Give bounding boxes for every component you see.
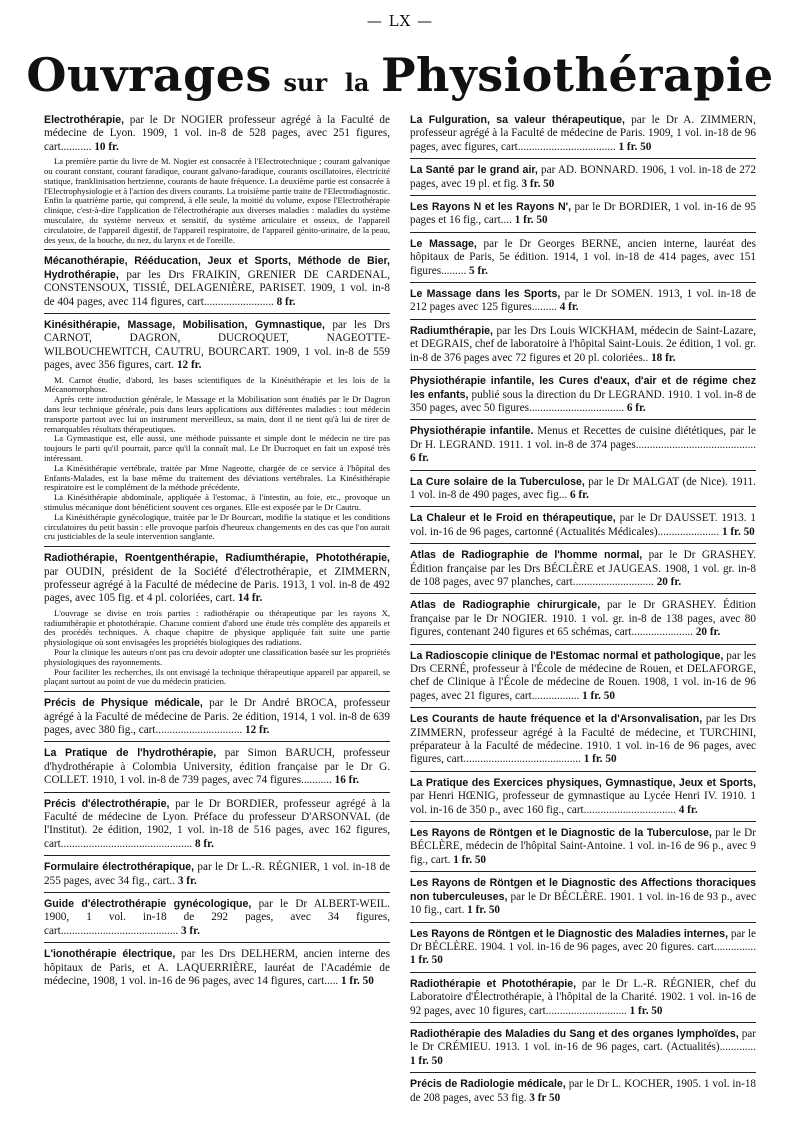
entry-price: 14 fr.	[237, 592, 263, 605]
entry-title: Le Massage,	[410, 237, 477, 250]
catalog-entry	[410, 1078, 756, 1109]
entry-title: Atlas de Radiographie chirurgicale,	[410, 599, 601, 612]
title-word-la: la	[344, 68, 370, 97]
entry-title: La Pratique de l'hydrothérapie,	[44, 747, 217, 760]
entry-reference	[410, 288, 756, 315]
entry-title: La Radioscopie clinique de l'Estomac normal et pathologique,	[410, 649, 724, 662]
entry-price: 1 fr. 50	[618, 140, 652, 153]
entry-price: 3 fr.	[177, 874, 197, 887]
entry-details: par le Dr DAUSSET. 1913. 1 vol. in-16 de 96 pages, cartonné (Actualités Médicales)......................	[410, 512, 756, 538]
entry-reference	[410, 827, 756, 867]
entry-reference	[410, 476, 756, 503]
entry-details: par le Dr Georges BERNE, ancien interne, lauréat des hôpitaux de Paris, 5e édition. 1914, 1 vol. in-18 de 414 pages, avec 151 figures.........	[410, 237, 756, 277]
entry-price: 20 fr.	[695, 626, 721, 639]
catalog-entry	[44, 255, 390, 314]
entry-details: par le Dr L.-R. RÉGNIER, chef du Laboratoire d'Électrothérapie, à l'hôpital de la Charité. 1902. 1 vol. in-16 de 92 pages, avec 10 figures, cart.............................	[410, 977, 756, 1017]
catalog-entry	[410, 476, 756, 508]
entry-title: Guide d'électrothérapie gynécologique,	[44, 898, 252, 911]
entry-title: Précis de Radiologie médicale,	[410, 1078, 566, 1091]
entry-price: 5 fr.	[469, 264, 488, 277]
entry-price: 1 fr. 50	[721, 525, 755, 538]
catalog-entry	[44, 898, 390, 943]
entry-reference	[410, 650, 756, 704]
entry-details: par les Drs CERNÉ, professeur à l'École de médecine de Rouen, et DELAFORGE, chef de Clinique à l'École de médecine de Rouen. 1908, 1 vol. in-16 de 96 pages, avec 21 figures, cart.................	[410, 649, 756, 702]
entry-price: 3 fr 50	[529, 1091, 561, 1104]
entry-details: par AD. BONNARD. 1906, 1 vol. in-18 de 272 pages, avec 19 pl. et fig.	[410, 164, 756, 190]
entry-title: Radiothérapie et Photothérapie,	[410, 977, 577, 990]
entry-title: Physiothérapie infantile.	[410, 425, 534, 438]
entry-reference	[44, 114, 390, 154]
description-paragraph: La première partie du livre de M. Nogier est consacrée à l'Electrotechnique ; courant galvanique ou courant constant, courant faradique, courant galvano-faradique, courants oscillatoires, électricité statique, franklinisation hertzienne, courants de haute fréquence. La deuxième partie est consacrée à l'Electrophysiologie et à l'action des divers courants. La troisième partie traite de l'Electrodiagnostic. Enfin la quatrième partie, qui comprend, à elle seule, la moitié du volume, expose l'Electrothérapie clinique, c'est-à-dire l'application de l'électrothérapie aux diverses maladies : maladies du système musculaire, du système nerveux et sensitif, du système articulaire et osseux, de l'appareil circulatoire, de l'appareil digestif, de l'appareil respiratoire, de l'appareil génito-urinaire, de la peau, des yeux, de la bouche, du nez, du larynx et de l'oreille.	[44, 156, 390, 245]
entry-reference	[410, 549, 756, 589]
catalog-entry	[410, 549, 756, 594]
entry-details: par le Dr NOGIER professeur agrégé à la Faculté de médecine de Lyon. 1909, 1 vol. in-8 de 528 pages, avec 251 figures, cart...........	[44, 114, 390, 153]
entry-reference	[410, 1078, 756, 1105]
catalog-entry	[410, 375, 756, 420]
entry-reference	[410, 201, 756, 228]
entry-reference	[44, 861, 390, 888]
catalog-entry	[44, 861, 390, 893]
entry-reference	[410, 375, 756, 415]
entry-title: Les Rayons N et les Rayons N',	[410, 201, 572, 214]
entry-details: par le Dr BORDIER, 1 vol. in-16 de 95 pages et 16 fig., cart....	[410, 201, 756, 227]
entry-details: par le Dr GRASHEY. Édition française par le Dr NOGIER. 1910. 1 vol. gr. in-8 de 138 pages, avec 80 figures, contenant 240 figures et 65 schémas, cart......................	[410, 599, 756, 639]
entry-reference	[410, 325, 756, 365]
entry-price: 6 fr.	[570, 488, 589, 501]
entry-title: La Santé par le grand air,	[410, 164, 538, 177]
entry-description	[44, 609, 390, 687]
entry-title: La Cure solaire de la Tuberculose,	[410, 475, 585, 488]
entry-details: par le Dr BÉCLÈRE. 1904. 1 vol. in-16 de 96 pages, avec 20 figures. cart...............	[410, 927, 756, 953]
entry-price: 12 fr.	[245, 724, 270, 736]
entry-reference	[44, 798, 390, 852]
entry-price: 4 fr.	[678, 803, 698, 816]
entry-price: 8 fr.	[195, 837, 214, 850]
entry-title: La Chaleur et le Froid en thérapeutique,	[410, 512, 616, 525]
entry-price: 3 fr. 50	[521, 177, 555, 190]
catalog-entry	[410, 877, 756, 922]
entry-details: par les Drs FRAIKIN, GRENIER DE CARDENAL, CONSTENSOUX, TISSIÉ, DELAGENIÈRE, PARISET. 1909, 1 vol. in-8 de 404 pages, avec 114 figures, cart.........................	[44, 268, 390, 308]
left-column	[44, 114, 390, 998]
entry-title: Les Rayons de Röntgen et le Diagnostic des Maladies internes,	[410, 927, 729, 940]
entry-price: 12 fr.	[176, 359, 202, 372]
entry-reference	[410, 238, 756, 278]
entry-reference	[44, 255, 390, 309]
entry-price: 1 fr. 50	[467, 904, 501, 917]
catalog-entry	[44, 697, 390, 742]
catalog-entry	[410, 325, 756, 370]
entry-description	[44, 157, 390, 245]
entry-details: par le Dr ALBERT-WEIL. 1900, 1 vol. in-18 de 292 pages, avec 34 figures, cart..........................................	[44, 898, 390, 937]
entry-reference	[410, 713, 756, 767]
entry-details: par le Dr BÉCLÈRE, médecin de l'hôpital Saint-Antoine. 1 vol. in-16 de 96 p., avec 9 fig., cart.	[410, 827, 756, 866]
catalog-entry	[410, 599, 756, 644]
catalog-entry	[410, 1028, 756, 1073]
entry-details: Menus et Recettes de cuisine diététiques, par le Dr H. LEGRAND. 1911. 1 vol. in-8 de 374 pages...........................................	[410, 425, 756, 451]
catalog-entry	[410, 827, 756, 872]
entry-reference	[44, 697, 390, 737]
right-column	[410, 114, 756, 1114]
catalog-entry	[410, 425, 756, 470]
catalog-entry	[410, 201, 756, 233]
entry-price: 1 fr. 50	[410, 954, 443, 967]
entry-title: Atlas de Radiographie de l'homme normal,	[410, 549, 643, 562]
entry-reference	[410, 1028, 756, 1068]
entry-reference	[410, 425, 756, 465]
entry-title: Radiothérapie, Roentgenthérapie, Radiumthérapie, Photothérapie,	[44, 552, 390, 565]
title-word-ouvrages: Ouvrages	[26, 48, 272, 102]
entry-description	[44, 376, 390, 543]
description-paragraph: La Kinésithérapie gynécologique, traitée par le Dr Bourcart, modifie la statique et les conditions circulatoires du petit bassin : elle provoque parfois d'heureux changements en des cas que l'on aurait cru justiciables de la seule intervention sanglante.	[44, 511, 390, 542]
title-word-sur: sur	[283, 68, 328, 97]
entry-title: Les Rayons de Röntgen et le Diagnostic des Affections thoraciques non tuberculeuses,	[410, 877, 756, 903]
title-word-physiotherapie: Physiothérapie	[380, 48, 774, 102]
page-number: — LX —	[366, 12, 434, 30]
entry-details: par le Dr BORDIER, professeur agrégé à la Faculté de médecine de Lyon. Préface du professeur D'ARSONVAL (de l'Institut). 2e édition, 1902, 1 vol. in-18 de 516 pages, avec 162 figures, cart...............................................	[44, 797, 390, 850]
description-paragraph: L'ouvrage se divise en trois parties : radiothérapie ou thérapeutique par les rayons X, radiumthérapie et photothérapie. Chacune contient d'abord une étude très complète des appareils et des procédés techniques. A chaque chapitre de physique appliquée fait suite une partie physiologique où sont envisagées les propriétés biologiques des radiations.	[44, 607, 390, 648]
entry-details: par le Dr SOMEN. 1913, 1 vol. in-18 de 212 pages avec 125 figures.........	[410, 288, 756, 314]
entry-price: 6 fr.	[626, 401, 646, 414]
entry-reference	[410, 599, 756, 639]
entry-price: 1 fr. 50	[582, 689, 615, 702]
entry-reference	[410, 777, 756, 817]
entry-details: par le Dr GRASHEY. Édition française par les Drs BÉCLÈRE et JAUGEAS. 1908, 1 vol. gr. in-8 de 108 pages, avec 97 planches, cart.............................	[410, 549, 757, 588]
entry-details: par Simon BARUCH, professeur d'hydrothérapie à Colombia University, édition française par le Dr G. COLLET. 1910, 1 vol. in-8 de 739 pages, avec 74 figures...........	[44, 747, 390, 787]
catalog-entry	[44, 114, 390, 250]
description-paragraph: M. Carnot étudie, d'abord, les bases scientifiques de la Kinésithérapie et les lois de la Mécanomorphose.	[44, 374, 390, 395]
catalog-entry	[44, 319, 390, 547]
entry-reference	[410, 978, 756, 1018]
entry-details: par le Dr MALGAT (de Nice). 1911. 1 vol. in-8 de 490 pages, avec fig...	[410, 475, 756, 501]
entry-price: 1 fr. 50	[514, 214, 548, 227]
entry-price: 16 fr.	[334, 774, 360, 787]
entry-details: par les Drs ZIMMERN, professeur agrégé à la Faculté de médecine, et TURCHINI, préparateur à la Faculté de médecine. 1910. 1 vol. in-16 de 96 pages, avec figures, cart..........................................	[410, 713, 757, 766]
catalog-entry	[44, 747, 390, 792]
entry-price: 18 fr.	[651, 351, 676, 364]
entry-title: Mécanothérapie, Rééducation, Jeux et Sports, Méthode de Bier, Hydrothérapie,	[44, 255, 390, 281]
entry-reference	[410, 512, 756, 539]
entry-details: par les Drs DELHERM, ancien interne des hôpitaux de Paris, et A. LAQUERRIÈRE, lauréat de l'Académie de médecine, 1908, 1 vol. in-16 de 96 pages, avec 14 figures, cart.....	[44, 948, 390, 988]
entry-price: 1 fr. 50	[453, 853, 487, 866]
catalog-entry	[410, 512, 756, 544]
entry-details: par le Dr A. ZIMMERN, professeur agrégé à la Faculté de médecine de Paris. 1909, 1 vol. in-18 de 96 pages, avec figures, cart...................................	[410, 114, 756, 153]
entry-title: Electrothérapie,	[44, 114, 125, 126]
catalog-entry	[410, 928, 756, 973]
description-paragraph: Pour faciliter les recherches, ils ont envisagé la technique thérapeutique appareil par appareil, se plaçant surtout au point de vue du médecin praticien.	[44, 666, 390, 687]
entry-details: publié sous la direction du Dr LEGRAND. 1910. 1 vol. in-8 de 350 pages, avec 50 figures..................................	[410, 388, 756, 414]
entry-details: par le Dr CRÉMIEU. 1913. 1 vol. in-16 de 96 pages, cart. (Actualités).............	[410, 1027, 756, 1054]
catalog-entry	[410, 114, 756, 159]
entry-price: 20 fr.	[656, 575, 682, 588]
catalog-entry	[410, 650, 756, 709]
page-title	[0, 48, 800, 102]
entry-price: 4 fr.	[559, 301, 579, 314]
entry-price: 1 fr. 50	[410, 1054, 443, 1067]
catalog-entry	[44, 948, 390, 992]
entry-price: 1 fr. 50	[583, 753, 617, 766]
description-paragraph: Après cette introduction générale, le Massage et la Mobilisation sont étudiés par le Dr Dagron dans leur technique générale, puis dans leurs applications aux différentes maladies : tout médecin transporte partout avec lui un instrument merveilleux, sa main, dont il ne tient qu'à lui de tirer de remarquables résultats thérapeutiques.	[44, 394, 390, 434]
description-paragraph: La Gymnastique est, elle aussi, une méthode puissante et simple dont le médecin ne tire pas toujours le parti qu'il pourrait, parce qu'il la connaît mal. Le Dr Ducroquet en fait un exposé très intéressant.	[44, 433, 390, 464]
entry-reference	[410, 114, 756, 154]
entry-details: par le Dr BÉCLÈRE. 1901. 1 vol. in-16 de 93 p., avec 10 fig., cart.	[410, 890, 756, 917]
entry-reference	[44, 552, 390, 606]
entry-title: Les Rayons de Röntgen et le Diagnostic de la Tuberculose,	[410, 827, 712, 840]
entry-title: Formulaire électrothérapique,	[44, 861, 195, 874]
entry-price: 10 fr.	[94, 140, 119, 153]
entry-title: Précis de Physique médicale,	[44, 697, 203, 710]
catalog-entry	[410, 978, 756, 1023]
entry-price: 6 fr.	[410, 452, 429, 465]
entry-details: par OUDIN, président de la Société d'électrothérapie, et ZIMMERN, professeur agrégé à la Faculté de médecine de Paris. 1913, 1 vol. in-8 de 492 pages, avec 105 fig. et 4 pl. coloriées, cart.	[44, 565, 390, 605]
entry-reference	[410, 928, 756, 968]
entry-details: par Henri HŒNIG, professeur de gymnastique au Lycée Henri IV. 1910. 1 vol. in-16 de 350 p., avec 160 fig., cart.................................	[410, 790, 756, 816]
catalog-entry	[410, 713, 756, 772]
entry-reference	[44, 948, 390, 988]
description-paragraph: La Kinésithérapie abdominale, appliquée à l'estomac, à l'intestin, au foie, etc., provoque un stimulus mécanique dont bénéficient souvent ces organes. Elle est exposée par le Dr Cautru.	[44, 492, 390, 512]
entry-reference	[44, 319, 390, 373]
entry-details: par le Dr L. KOCHER, 1905. 1 vol. in-18 de 208 pages, avec 53 fig.	[410, 1078, 757, 1104]
entry-title: Radiothérapie des Maladies du Sang et des organes lymphoïdes,	[410, 1027, 739, 1040]
entry-details: par les Drs CARNOT, DAGRON, DUCROQUET, NAGEOTTE-WILBOUCHEWITCH, CAUTRU, BOURCART. 1909, 1 vol. in-8 de 559 pages, avec 356 figures, cart.	[44, 319, 390, 372]
entry-details: par les Drs Louis WICKHAM, médecin de Saint-Lazare, et DEGRAIS, chef de laboratoire à l'hôpital Saint-Louis. 2e édition, 1 vol. gr. in-8 de 376 pages avec 72 figures et 20 pl. coloriées..	[410, 324, 756, 364]
entry-price: 1 fr. 50	[629, 1004, 663, 1017]
entry-details: par le Dr L.-R. RÉGNIER, 1 vol. in-18 de 255 pages, avec 34 fig., cart..	[44, 861, 390, 887]
entry-title: Le Massage dans les Sports,	[410, 288, 561, 301]
description-paragraph: La Kinésithérapie vertébrale, traitée par Mme Nageotte, chargée de ce service à l'hôpital des Enfants-Malades, est la base même du traitement des déviations vertébrales. La Kinésithérapie respiratoire est le complément de la méthode précédente.	[44, 462, 390, 493]
entry-reference	[410, 877, 756, 917]
entry-title: Radiumthérapie,	[410, 324, 494, 337]
catalog-entry	[410, 777, 756, 822]
entry-price: 8 fr.	[276, 295, 296, 308]
description-paragraph: Pour la clinique les auteurs n'ont pas cru devoir adopter une classification basée sur les propriétés physiologiques des rayonnements.	[44, 647, 390, 667]
entry-reference	[44, 898, 390, 938]
catalog-entry	[44, 552, 390, 692]
entry-price: 1 fr. 50	[341, 975, 374, 988]
entry-reference	[410, 164, 756, 191]
entry-title: La Fulguration, sa valeur thérapeutique,	[410, 114, 625, 126]
entry-details: par le Dr André BROCA, professeur agrégé à la Faculté de médecine de Paris. 2e édition, 1914, 1 vol. in-8 de 639 pages, avec 380 fig., cart...............................	[44, 697, 390, 736]
catalog-entry	[410, 238, 756, 283]
catalog-entry	[44, 798, 390, 857]
entry-title: Les Courants de haute fréquence et la d'Arsonvalisation,	[410, 713, 703, 726]
entry-price: 3 fr.	[181, 924, 200, 937]
entry-title: L'ionothérapie électrique,	[44, 948, 176, 961]
catalog-entry	[410, 164, 756, 196]
catalog-entry	[410, 288, 756, 320]
entry-reference	[44, 747, 390, 787]
entry-title: Précis d'électrothérapie,	[44, 797, 170, 810]
entry-title: La Pratique des Exercices physiques, Gymnastique, Jeux et Sports,	[410, 776, 756, 789]
entry-title: Physiothérapie infantile, les Cures d'eaux, d'air et de régime chez les enfants,	[410, 375, 756, 401]
entry-title: Kinésithérapie, Massage, Mobilisation, Gymnastique,	[44, 319, 325, 332]
